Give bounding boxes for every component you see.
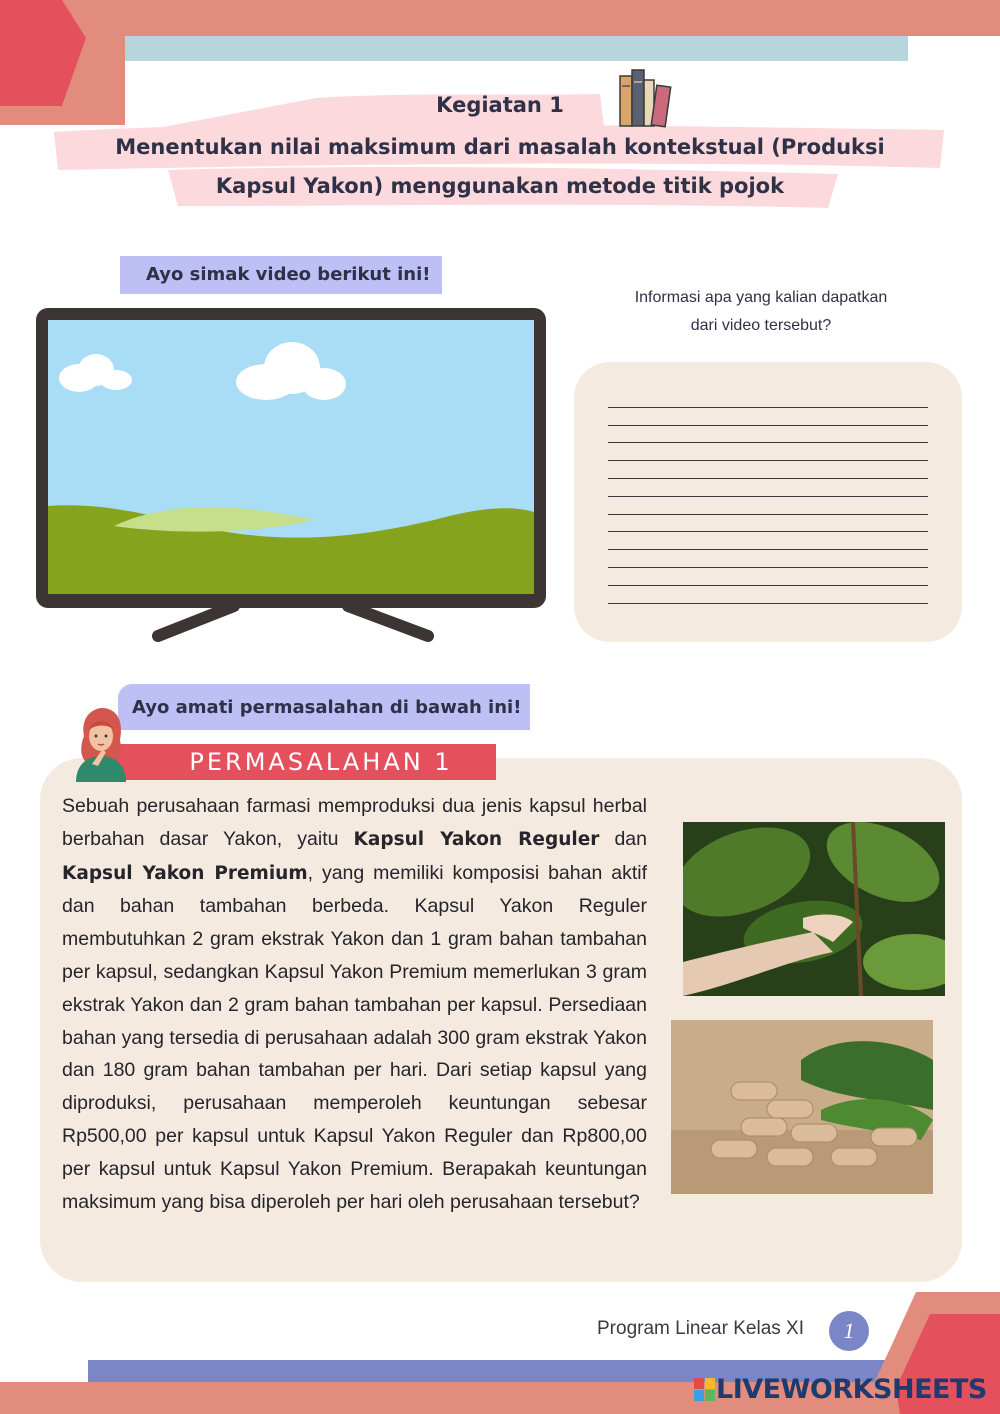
- books-icon: [616, 66, 674, 128]
- answer-line[interactable]: [608, 443, 928, 461]
- answer-line[interactable]: [608, 550, 928, 568]
- answer-line[interactable]: [608, 408, 928, 426]
- subtitle-line-1: Menentukan nilai maksimum dari masalah kontekstual (Produksi: [115, 135, 885, 159]
- problem-banner: PERMASALAHAN 1: [96, 744, 496, 780]
- product-regular-name: Kapsul Yakon Reguler: [353, 828, 600, 850]
- product-premium-name: Kapsul Yakon Premium: [62, 862, 308, 884]
- video-player-tv[interactable]: [34, 306, 548, 644]
- video-question-line-2: dari video tersebut?: [690, 317, 832, 334]
- answer-line[interactable]: [608, 568, 928, 586]
- liveworksheets-brand[interactable]: LIVEWORKSHEETS: [716, 1374, 987, 1405]
- answer-lines[interactable]: [608, 390, 928, 604]
- answer-line[interactable]: [608, 515, 928, 533]
- liveworksheets-logo-icon: [694, 1378, 716, 1402]
- activity-subtitle: [80, 128, 920, 206]
- top-decor-band: [0, 0, 1000, 36]
- answer-line[interactable]: [608, 479, 928, 497]
- yakon-leaves-photo: [683, 822, 945, 996]
- yakon-capsules-photo: [671, 1020, 933, 1194]
- problem-section-label: Ayo amati permasalahan di bawah ini!: [118, 684, 530, 730]
- thinking-girl-illustration: [70, 706, 130, 782]
- answer-line[interactable]: [608, 586, 928, 604]
- video-section-label: Ayo simak video berikut ini!: [120, 256, 442, 294]
- problem-text-body: , yang memiliki komposisi bahan aktif dan bahan tambahan berbeda. Kapsul Yakon Reguler membutuhkan 2 gram ekstrak Yakon dan 1 gram bahan tambahan per kapsul, sedangkan Kapsul Yakon Premium memerlukan 3 gram ekstrak Yakon dan 2 gram bahan tambahan per kapsul. Persediaan bahan yang tersedia di perusahaan adalah 300 gram ekstrak Yakon dan 180 gram bahan tambahan per hari. Dari setiap kapsul yang diproduksi, perusahaan memperoleh keuntungan sebesar Rp500,00 per kapsul untuk Kapsul Yakon Reguler dan Rp800,00 per kapsul untuk Kapsul Yakon Premium. Berapakah keuntungan maksimum yang bisa diperoleh per hari oleh perusahaan tersebut?: [62, 861, 647, 1213]
- problem-text-and: dan: [599, 827, 647, 850]
- video-question: [596, 284, 926, 340]
- answer-line[interactable]: [608, 532, 928, 550]
- answer-line[interactable]: [608, 497, 928, 515]
- answer-line[interactable]: [608, 461, 928, 479]
- video-question-line-1: Informasi apa yang kalian dapatkan: [634, 289, 888, 306]
- answer-line[interactable]: [608, 390, 928, 408]
- activity-title: Kegiatan 1: [436, 93, 564, 117]
- course-footer: Program Linear Kelas XI: [597, 1318, 804, 1339]
- answer-line[interactable]: [608, 426, 928, 444]
- page-number-badge: 1: [829, 1311, 869, 1351]
- subtitle-line-2: Kapsul Yakon) menggunakan metode titik pojok: [215, 174, 785, 198]
- problem-text: [62, 790, 647, 1218]
- top-teal-stripe: [110, 36, 908, 61]
- problem-text-intro: Sebuah perusahaan farmasi memproduksi dua jenis kapsul herbal berbahan dasar Yakon, yaitu: [62, 795, 647, 850]
